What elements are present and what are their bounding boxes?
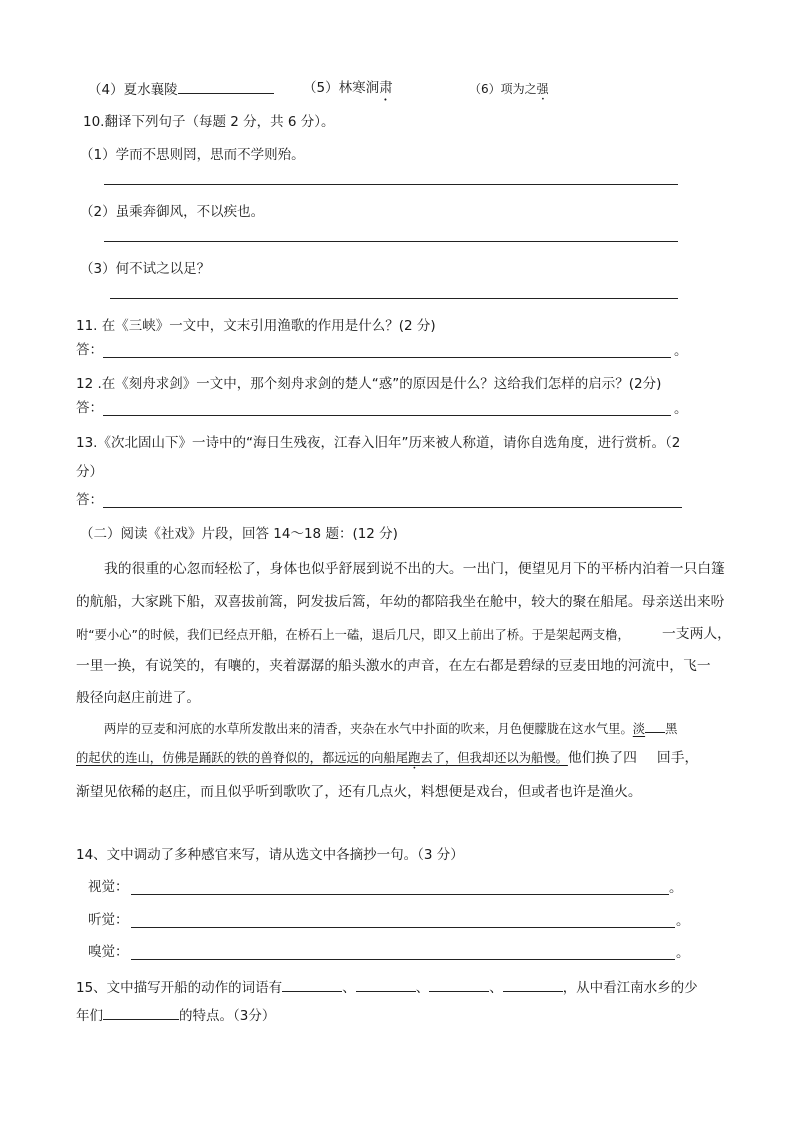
answer-blank[interactable] <box>282 977 342 992</box>
q15-text: 15、文中描写开船的动作的词语有 <box>76 980 283 996</box>
answer-blank[interactable] <box>429 977 489 992</box>
answer-blank[interactable] <box>503 977 563 992</box>
answer-line[interactable] <box>110 298 678 299</box>
q9-item-5-dotted-char: 肃 <box>379 80 393 96</box>
answer-blank[interactable] <box>356 977 416 992</box>
passage-line <box>104 720 677 738</box>
q10-sentence-3: （3）何不试之以足？ <box>80 261 211 277</box>
passage-line: 的航船，大家跳下船，双喜拔前篙，阿发拔后篙，年幼的都陪我坐在舱中，较大的聚在船尾。母亲送出来吩 <box>76 594 725 610</box>
period: 。 <box>676 913 690 929</box>
q10-sentence-1: （1）学而不思则罔，思而不学则殆。 <box>80 147 305 163</box>
answer-line[interactable] <box>103 415 671 416</box>
answer-blank[interactable] <box>178 79 274 94</box>
q14-question: 14、文中调动了多种感官来写，请从选文中各摘抄一句。（3 分） <box>76 847 464 863</box>
q9-item-6 <box>469 80 549 103</box>
passage-line: 渐望见依稀的赵庄，而且似乎听到歌吹了，还有几点火，料想便是戏台，但或者也许是渔火。 <box>76 784 642 800</box>
section-heading: （二）阅读《社戏》片段，回答 14～18 题：(12 分) <box>80 526 398 542</box>
dotted-char: 跑 <box>408 751 421 765</box>
period: 。 <box>669 880 683 896</box>
answer-line[interactable] <box>103 507 682 508</box>
underlined-text: 淡 <box>632 722 646 736</box>
q13-answer-label: 答： <box>76 492 103 508</box>
answer-blank[interactable] <box>103 1005 179 1020</box>
separator: 、 <box>489 980 503 996</box>
q13-question: 13.《次北固山下》一诗中的“海日生残夜，江春入旧年”历来被人称道，请你自选角度，进行赏析。（2 <box>76 435 681 451</box>
passage-line: 咐“要小心”的时候，我们已经点开船，在桥石上一磕，退后几尺，即又上前出了桥。于是架起两支橹， <box>76 628 630 642</box>
q15-question <box>76 977 698 997</box>
answer-line[interactable] <box>103 357 671 358</box>
passage-text: 黑 <box>665 722 678 736</box>
passage-line: 一里一换，有说笑的，有嚷的，夹着潺潺的船头激水的声音，在左右都是碧绿的豆麦田地的河流中，飞一 <box>76 658 711 674</box>
q15-text: ，从中看江南水乡的少 <box>562 980 698 996</box>
q12-answer-label: 答： <box>76 400 103 416</box>
answer-line[interactable] <box>131 894 669 895</box>
period: 。 <box>674 343 688 359</box>
q14-visual-label: 视觉： <box>88 879 129 895</box>
answer-blank[interactable] <box>645 720 665 733</box>
underlined-text: 去了，但我却还以为船慢。 <box>420 751 568 765</box>
answer-line[interactable] <box>131 927 675 928</box>
q10-sentence-2: （2）虽乘奔御风，不以疾也。 <box>80 204 265 220</box>
q14-hearing-label: 听觉： <box>88 912 129 928</box>
passage-text: 回手， <box>656 750 699 766</box>
passage-line: 我的很重的心忽而轻松了，身体也似乎舒展到说不出的大。一出门，便望见月下的平桥内泊着一只白篷 <box>104 561 725 577</box>
answer-line[interactable] <box>104 241 678 242</box>
passage-line-end: 一支两人， <box>662 626 731 642</box>
period: 。 <box>674 401 688 417</box>
answer-line[interactable] <box>131 959 675 960</box>
q14-smell-label: 嗅觉： <box>88 944 129 960</box>
q15-text: 的特点。（3分） <box>179 1008 276 1024</box>
q11-answer-label: 答： <box>76 342 103 358</box>
q11-question: 11. 在《三峡》一文中，文末引用渔歌的作用是什么？(2 分) <box>76 318 436 334</box>
q9-item-6-text: （6）项为之 <box>469 82 537 96</box>
underlined-text: 的起伏的连山，仿佛是踊跃的铁的兽脊似的，都远远的向船尾 <box>76 751 409 765</box>
separator: 、 <box>342 980 356 996</box>
q9-item-4 <box>88 79 274 99</box>
q13-question-cont: 分） <box>76 464 103 480</box>
passage-text: 两岸的豆麦和河底的水草所发散出来的清香，夹杂在水气中扑面的吹来，月色便朦胧在这水气里。 <box>104 722 633 736</box>
q15-question-cont <box>76 1005 275 1025</box>
q15-text: 年们 <box>76 1008 103 1024</box>
q9-item-5 <box>303 79 393 104</box>
q9-item-5-text: （5）林寒涧 <box>303 80 380 96</box>
q9-item-4-text: （4）夏水襄陵 <box>88 82 178 98</box>
passage-line: 般径向赵庄前进了。 <box>76 690 201 706</box>
separator: 、 <box>415 980 430 996</box>
q12-question: 12 .在《刻舟求剑》一文中，那个刻舟求剑的楚人“惑”的原因是什么？这给我们怎样的启示？(2分) <box>76 376 662 392</box>
q9-item-6-dotted-char: 强 <box>536 82 549 96</box>
passage-text: 他们换了四 <box>567 750 637 766</box>
period: 。 <box>676 945 690 961</box>
passage-line <box>76 749 698 772</box>
answer-line[interactable] <box>104 184 678 185</box>
q10-title: 10.翻译下列句子（每题 2 分，共 6 分）。 <box>83 114 335 130</box>
